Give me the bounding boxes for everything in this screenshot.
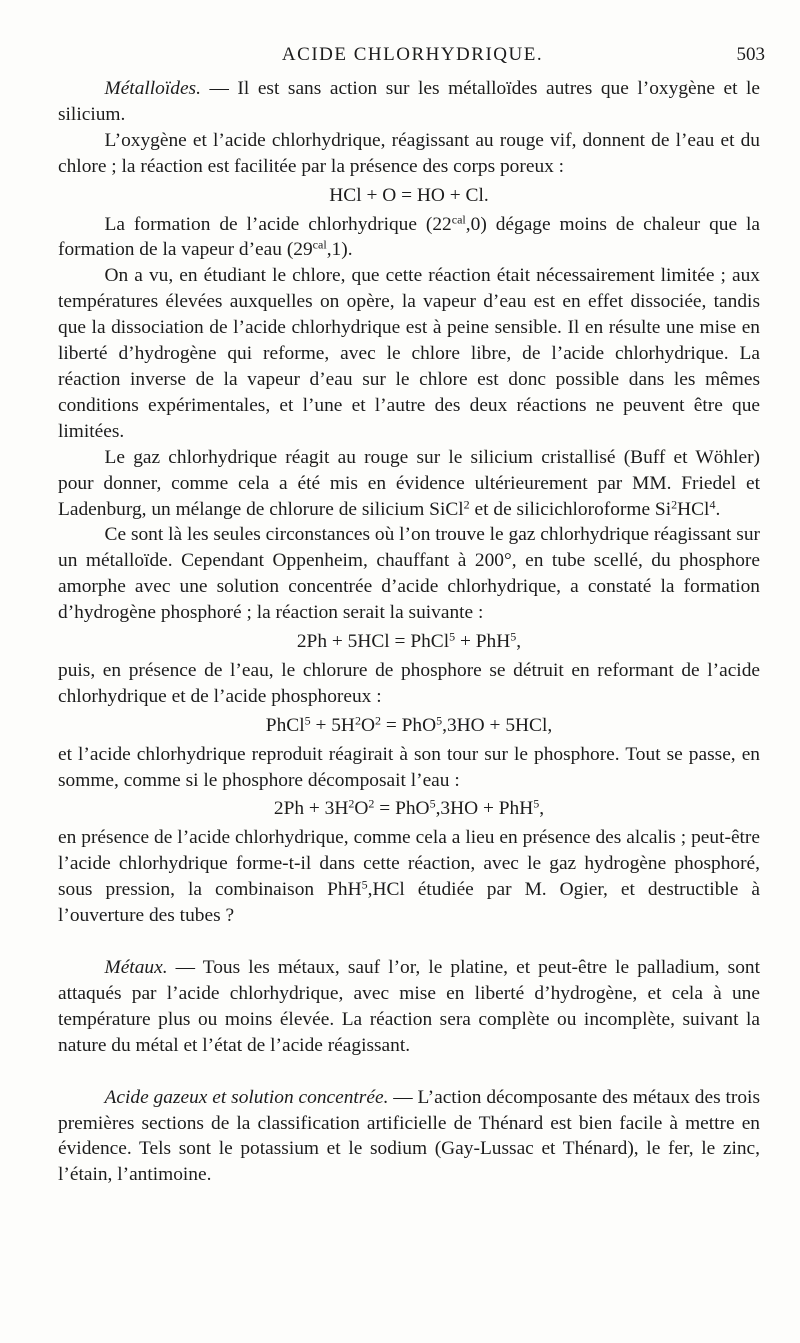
superscript: 5 <box>533 796 540 811</box>
text-run: ,3HO + 5HCl, <box>442 714 553 736</box>
paragraph-continuation-reagirait: et l’acide chlorhydrique reproduit réagirait à son tour sur le phosphore. Tout se passe, en somme, comme si le phosphore décomposait l’eau : <box>58 743 760 791</box>
superscript: 5 <box>361 877 368 892</box>
text-run: = PhO <box>381 714 437 736</box>
paragraph-oxygen: L’oxygène et l’acide chlorhydrique, réagissant au rouge vif, donnent de l’eau et du chlore ; la réaction est facilitée par la présence des corps poreux : <box>58 129 760 177</box>
formula-hcl-oxygen: HCl + O = HO + Cl. <box>329 184 489 206</box>
page-header <box>60 44 765 74</box>
paragraph-metaux <box>58 955 760 1059</box>
superscript: 5 <box>510 629 517 644</box>
paragraph-continuation-alcalis <box>58 825 760 929</box>
page-number: 503 <box>736 44 765 65</box>
formula-chlorure-phosphore <box>58 713 760 739</box>
text-run: . <box>715 498 721 520</box>
text-run: ,3HO + PhH <box>435 798 534 820</box>
text-run: + 5H <box>310 714 355 736</box>
paragraph-silicium <box>58 445 760 523</box>
section-lead-metalloides: Métalloïdes. <box>104 78 201 99</box>
text-run: , <box>516 631 522 653</box>
section-lead-acide-gazeux: Acide gazeux et solution concentrée. <box>104 1086 389 1108</box>
text-run: ,HCl étudiée par M. Ogier, et destructible à l’ouverture des tubes ? <box>58 879 760 927</box>
text-run: HCl <box>677 498 710 520</box>
superscript: 2 <box>348 796 355 811</box>
superscript: 5 <box>449 629 456 644</box>
running-title: ACIDE CHLORHYDRIQUE. <box>281 44 544 65</box>
superscript: 4 <box>709 496 716 511</box>
text-run: 2Ph + 3H <box>273 798 349 820</box>
section-gap <box>58 929 760 955</box>
text-run: et de silicichloroforme Si <box>469 498 672 520</box>
superscript: cal <box>312 237 327 252</box>
superscript: 2 <box>354 713 361 728</box>
text-run: + PhH <box>455 631 511 653</box>
text-run: PhCl <box>265 714 305 736</box>
section-gap <box>58 1059 760 1085</box>
superscript: 2 <box>671 496 678 511</box>
paragraph-continuation-puis: puis, en présence de l’eau, le chlorure de phosphore se détruit en reformant de l’acide chlorhydrique et de l’acide phosphoreux : <box>58 659 760 707</box>
superscript: 5 <box>429 796 436 811</box>
text-run: 2Ph + 5HCl = PhCl <box>296 631 450 653</box>
text-run: O <box>354 798 369 820</box>
superscript: 5 <box>436 713 443 728</box>
text-run: O <box>360 714 375 736</box>
text-run: en présence de l’acide chlorhydrique, comme cela a lieu en présence des alcalis ; peut-être l’acide chlorhydrique forme-t-il dans cette réaction, avec le gaz hydrogène phosphoré, sous pression, la combinaison PhH <box>58 827 760 901</box>
paragraph-acide-gazeux <box>58 1085 760 1189</box>
paragraph-phosphore: Ce sont là les seules circonstances où l’on trouve le gaz chlorhydrique réagissant sur un métalloïde. Cependant Oppenheim, chauffant à 200°, en tube scellé, du phosphore amorphe avec une solution concentrée d’acide chlorhydrique, a constaté la formation d’hydrogène phosphoré ; la réaction serait la suivante : <box>58 524 760 624</box>
paragraph-heat-of-formation <box>58 212 760 264</box>
paragraph-text: — Il est sans action sur les métalloïdes autres que l’oxygène et le silicium. <box>58 78 760 125</box>
text-run: = PhO <box>374 798 430 820</box>
paragraph-text: — Tous les métaux, sauf l’or, le platine, et peut-être le palladium, sont attaqués par l’acide chlorhydrique, avec mise en liberté d’hydrogène, et cela à une température plus ou moins élevée. La réaction sera complète ou incomplète, suivant la nature du métal et l’état de l’acide réagissant. <box>58 957 760 1056</box>
body-text <box>58 76 760 1188</box>
text-run: ,0) dégage moins de chaleur que la formation de la vapeur d’eau (29 <box>58 213 760 261</box>
text-run: La formation de l’acide chlorhydrique (22 <box>104 213 452 235</box>
formula-decomposition-eau <box>58 796 760 822</box>
superscript: 2 <box>374 713 381 728</box>
paragraph-dissociation: On a vu, en étudiant le chlore, que cette réaction était nécessairement limitée ; aux températures élevées auxquelles on opère, la vapeur d’eau est en effet dissociée, tandis que la dissociation de l’acide chlorhydrique est à peine sensible. Il en résulte une mise en liberté d’hydrogène qui reforme, avec le chlore libre, de l’acide chlorhydrique. La réaction inverse de la vapeur d’eau sur le chlore est donc possible dans les mêmes conditions expérimentales, et l’une et l’autre des deux réactions ne peuvent être que limitées. <box>58 265 760 442</box>
formula-phosphore-hcl <box>58 629 760 655</box>
section-lead-metaux: Métaux. <box>104 957 168 978</box>
paragraph-metalloides <box>58 76 760 128</box>
paragraph-text: — L’action décomposante des métaux des trois premières sections de la classification artificielle de Thénard est bien facile à mettre en évidence. Tels sont le potassium et le sodium (Gay-Lussac et Thénard), le fer, le zinc, l’étain, l’antimoine. <box>58 1086 760 1186</box>
superscript: 5 <box>304 713 311 728</box>
text-run: Le gaz chlorhydrique réagit au rouge sur le silicium cristallisé (Buff et Wöhler) pour donner, comme cela a été mis en évidence ultérieurement par MM. Friedel et Ladenburg, un mélange de chlorure de silicium SiCl <box>58 446 760 520</box>
text-run: , <box>539 798 545 820</box>
text-run: ,1). <box>326 239 353 261</box>
superscript: 2 <box>463 496 470 511</box>
superscript: cal <box>451 211 466 226</box>
superscript: 2 <box>368 796 375 811</box>
